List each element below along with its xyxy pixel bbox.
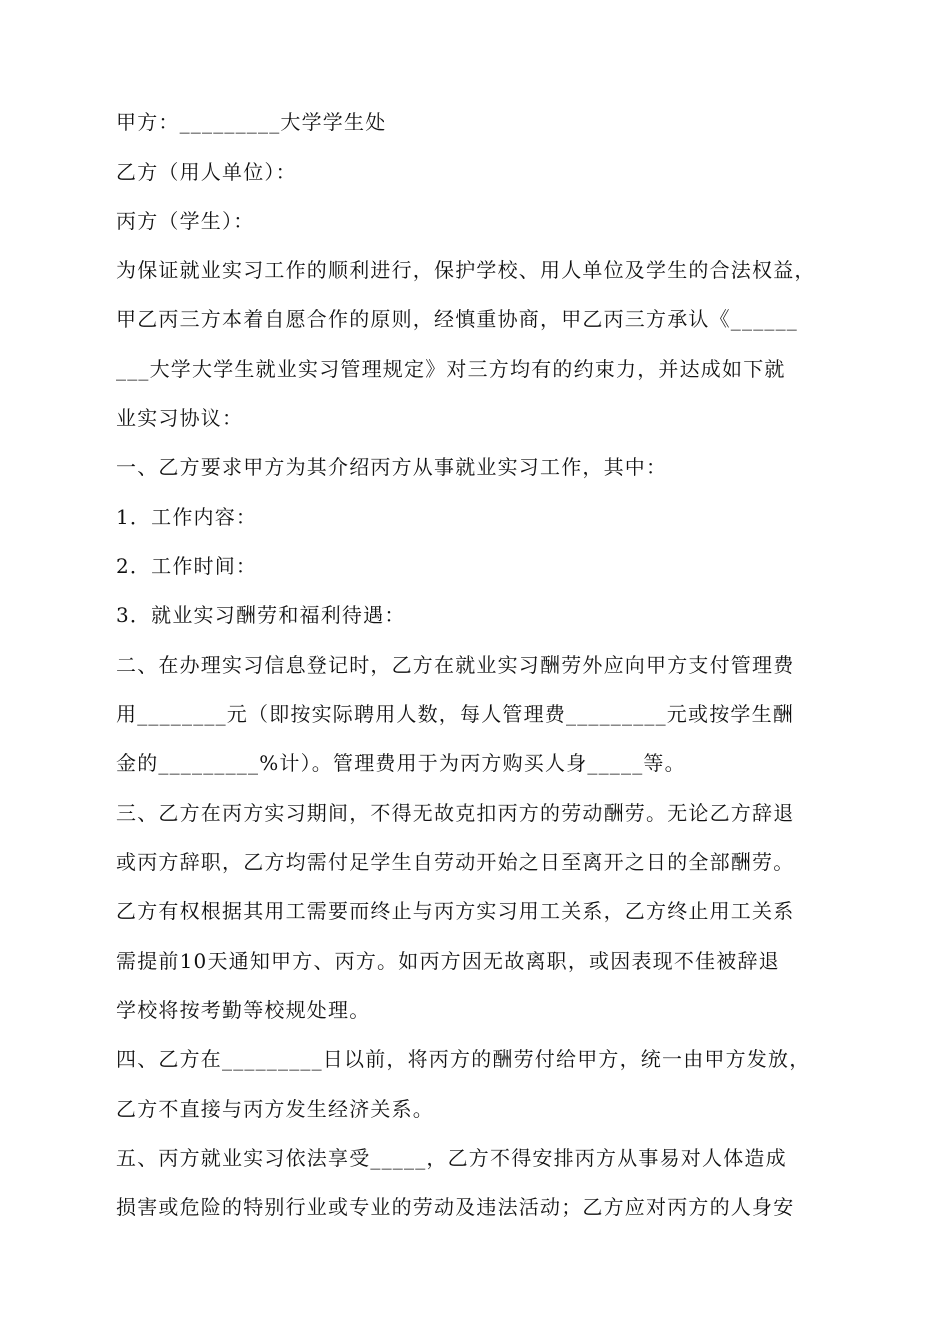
text-line: 或丙方辞职，乙方均需付足学生自劳动开始之日至离开之日的全部酬劳。 [116, 850, 795, 874]
text-line-party-b: 乙方（用人单位）： [116, 160, 297, 184]
text-line: 损害或危险的特别行业或专业的劳动及违法活动；乙方应对丙方的人身安 [116, 1195, 795, 1219]
text-line: ___大学大学生就业实习管理规定》对三方均有的约束力，并达成如下就 [116, 357, 786, 381]
text-line: 乙方不直接与丙方发生经济关系。 [116, 1097, 434, 1121]
text-line: 学校将按考勤等校规处理。 [116, 998, 371, 1022]
text-line: 为保证就业实习工作的顺利进行，保护学校、用人单位及学生的合法权益， [116, 258, 816, 282]
text-line: 业实习协议： [116, 406, 244, 430]
text-line-party-a: 甲方：_________大学学生处 [116, 110, 387, 134]
text-line-clause-3: 三、乙方在丙方实习期间，不得无故克扣丙方的劳动酬劳。无论乙方辞退 [116, 801, 795, 825]
text-line: 乙方有权根据其用工需要而终止与丙方实习用工关系，乙方终止用工关系 [116, 899, 795, 923]
text-line: 用________元（即按实际聘用人数，每人管理费_________元或按学生酬 [116, 702, 794, 726]
text-line: 甲乙丙三方本着自愿合作的原则，经慎重协商，甲乙丙三方承认《______ [116, 307, 798, 331]
text-line-party-c: 丙方（学生）： [116, 209, 255, 233]
text-line-clause-5: 五、丙方就业实习依法享受_____，乙方不得安排丙方从事易对人体造成 [116, 1146, 787, 1170]
text-line-item-3: 3．就业实习酬劳和福利待遇： [116, 603, 406, 627]
text-line: 金的_________%计）。管理费用于为丙方购买人身_____等。 [116, 751, 686, 775]
text-line: 需提前10天通知甲方、丙方。如丙方因无故离职，或因表现不佳被辞退 [116, 949, 780, 973]
text-line-item-2: 2．工作时间： [116, 554, 258, 578]
text-line-clause-4: 四、乙方在_________日以前，将丙方的酬劳付给甲方，统一由甲方发放， [116, 1047, 811, 1071]
text-line-item-1: 1．工作内容： [116, 505, 258, 529]
text-line-clause-1: 一、乙方要求甲方为其介绍丙方从事就业实习工作，其中： [116, 455, 668, 479]
text-line-clause-2: 二、在办理实习信息登记时，乙方在就业实习酬劳外应向甲方支付管理费 [116, 653, 795, 677]
